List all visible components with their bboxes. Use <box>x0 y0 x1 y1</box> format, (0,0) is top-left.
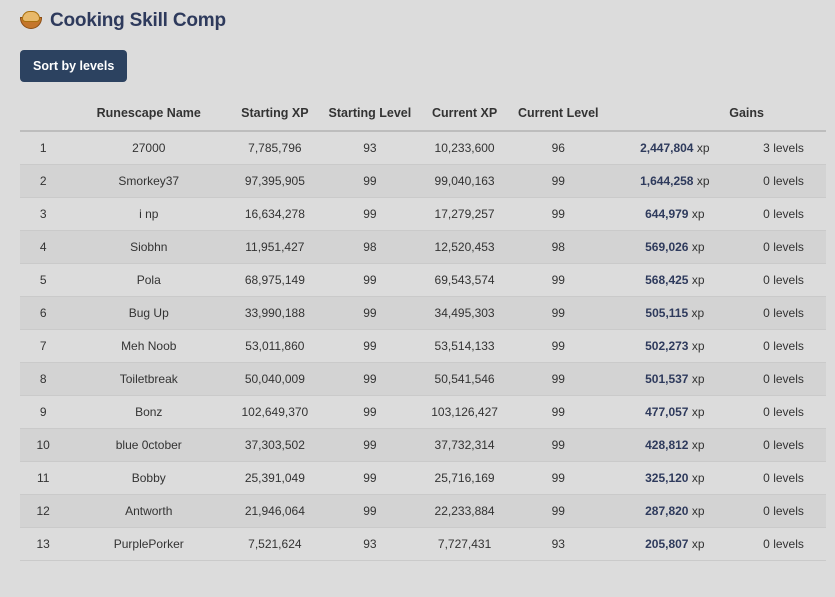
row-starting-xp: 97,395,905 <box>231 165 318 198</box>
row-gain-xp-value: 477,057 <box>645 405 689 419</box>
row-current-xp: 22,233,884 <box>421 495 508 528</box>
row-gain-xp-unit: xp <box>691 207 705 221</box>
row-gain-xp-unit: xp <box>691 471 705 485</box>
row-gain-xp <box>609 297 742 330</box>
row-current-xp: 7,727,431 <box>421 528 508 561</box>
row-gain-xp <box>609 231 742 264</box>
row-player-name: blue 0ctober <box>66 429 231 462</box>
row-current-level: 96 <box>508 131 609 165</box>
row-gain-xp-value: 644,979 <box>645 207 689 221</box>
row-gain-xp-value: 505,115 <box>645 306 689 320</box>
row-player-name: Meh Noob <box>66 330 231 363</box>
row-gain-xp-value: 502,273 <box>645 339 689 353</box>
column-header-current-xp[interactable]: Current XP <box>421 98 508 131</box>
table-row <box>20 396 826 429</box>
row-starting-level: 93 <box>319 131 422 165</box>
row-gain-levels-unit: levels <box>773 240 804 254</box>
row-gain-xp <box>609 528 742 561</box>
table-row <box>20 330 826 363</box>
row-starting-level: 93 <box>319 528 422 561</box>
row-gain-levels-value: 3 <box>763 141 770 155</box>
row-gain-xp-value: 205,807 <box>645 537 689 551</box>
table-row <box>20 495 826 528</box>
row-gain-levels <box>741 528 826 561</box>
row-starting-xp: 37,303,502 <box>231 429 318 462</box>
row-player-name: Siobhn <box>66 231 231 264</box>
column-header-rank[interactable] <box>20 98 66 131</box>
row-rank: 4 <box>20 231 66 264</box>
row-gain-xp-unit: xp <box>691 339 705 353</box>
row-gain-levels <box>741 330 826 363</box>
row-current-level: 99 <box>508 330 609 363</box>
row-gain-xp-unit: xp <box>691 240 705 254</box>
row-gain-levels-unit: levels <box>773 405 804 419</box>
row-current-xp: 53,514,133 <box>421 330 508 363</box>
row-gain-levels-unit: levels <box>773 438 804 452</box>
row-gain-levels-unit: levels <box>773 339 804 353</box>
row-gain-levels <box>741 264 826 297</box>
row-gain-levels-value: 0 <box>763 372 770 386</box>
row-player-name: i np <box>66 198 231 231</box>
row-gain-levels-unit: levels <box>773 273 804 287</box>
row-gain-xp-value: 325,120 <box>645 471 689 485</box>
row-player-name: Pola <box>66 264 231 297</box>
competition-table <box>20 98 826 561</box>
row-starting-level: 99 <box>319 396 422 429</box>
row-player-name: Smorkey37 <box>66 165 231 198</box>
row-starting-xp: 50,040,009 <box>231 363 318 396</box>
row-current-level: 99 <box>508 462 609 495</box>
column-header-starting-xp[interactable]: Starting XP <box>231 98 318 131</box>
row-rank: 13 <box>20 528 66 561</box>
table-header <box>20 98 826 131</box>
row-gain-levels-value: 0 <box>763 174 770 188</box>
table-row <box>20 462 826 495</box>
table-body <box>20 131 826 561</box>
table-row <box>20 363 826 396</box>
row-starting-xp: 53,011,860 <box>231 330 318 363</box>
column-header-gains[interactable]: Gains <box>609 98 826 131</box>
row-gain-levels-value: 0 <box>763 207 770 221</box>
row-current-level: 99 <box>508 396 609 429</box>
row-player-name: Antworth <box>66 495 231 528</box>
row-gain-levels-value: 0 <box>763 438 770 452</box>
row-starting-level: 99 <box>319 165 422 198</box>
table-row <box>20 198 826 231</box>
row-starting-level: 99 <box>319 264 422 297</box>
row-current-level: 93 <box>508 528 609 561</box>
row-starting-xp: 25,391,049 <box>231 462 318 495</box>
row-gain-xp-value: 569,026 <box>645 240 689 254</box>
row-gain-xp <box>609 330 742 363</box>
row-starting-xp: 21,946,064 <box>231 495 318 528</box>
row-rank: 9 <box>20 396 66 429</box>
table-row <box>20 429 826 462</box>
row-rank: 1 <box>20 131 66 165</box>
row-current-xp: 25,716,169 <box>421 462 508 495</box>
row-gain-xp-value: 287,820 <box>645 504 689 518</box>
table-header-row <box>20 98 826 131</box>
row-player-name: Bobby <box>66 462 231 495</box>
row-starting-xp: 102,649,370 <box>231 396 318 429</box>
row-gain-levels-unit: levels <box>773 141 804 155</box>
row-starting-level: 99 <box>319 363 422 396</box>
row-gain-levels <box>741 495 826 528</box>
row-gain-levels-value: 0 <box>763 504 770 518</box>
row-rank: 10 <box>20 429 66 462</box>
page-header <box>14 0 821 36</box>
row-gain-levels-unit: levels <box>773 537 804 551</box>
row-gain-levels <box>741 396 826 429</box>
row-starting-xp: 11,951,427 <box>231 231 318 264</box>
table-row <box>20 165 826 198</box>
column-header-runescape-name[interactable]: Runescape Name <box>66 98 231 131</box>
row-current-level: 99 <box>508 264 609 297</box>
row-starting-level: 98 <box>319 231 422 264</box>
row-gain-xp-unit: xp <box>691 273 705 287</box>
row-gain-levels-unit: levels <box>773 306 804 320</box>
row-gain-xp-value: 501,537 <box>645 372 689 386</box>
row-starting-level: 99 <box>319 330 422 363</box>
row-gain-xp <box>609 495 742 528</box>
row-gain-xp <box>609 363 742 396</box>
row-gain-levels <box>741 198 826 231</box>
row-current-xp: 37,732,314 <box>421 429 508 462</box>
row-gain-levels-unit: levels <box>773 372 804 386</box>
column-header-current-level[interactable]: Current Level <box>508 98 609 131</box>
row-starting-level: 99 <box>319 495 422 528</box>
row-current-xp: 50,541,546 <box>421 363 508 396</box>
row-current-level: 99 <box>508 429 609 462</box>
row-gain-xp-unit: xp <box>691 504 705 518</box>
table-row <box>20 264 826 297</box>
row-rank: 2 <box>20 165 66 198</box>
row-current-xp: 34,495,303 <box>421 297 508 330</box>
row-gain-xp-unit: xp <box>696 174 710 188</box>
row-gain-levels-value: 0 <box>763 240 770 254</box>
sort-by-levels-button[interactable]: Sort by levels <box>20 50 127 82</box>
row-gain-levels <box>741 131 826 165</box>
row-gain-xp <box>609 462 742 495</box>
row-starting-xp: 16,634,278 <box>231 198 318 231</box>
row-current-xp: 69,543,574 <box>421 264 508 297</box>
table-row <box>20 297 826 330</box>
row-gain-xp-unit: xp <box>696 141 710 155</box>
row-current-level: 99 <box>508 495 609 528</box>
row-gain-xp-unit: xp <box>691 306 705 320</box>
row-starting-xp: 68,975,149 <box>231 264 318 297</box>
row-gain-xp-value: 428,812 <box>645 438 689 452</box>
row-current-level: 99 <box>508 297 609 330</box>
row-gain-xp-unit: xp <box>691 372 705 386</box>
row-player-name: Toiletbreak <box>66 363 231 396</box>
row-gain-xp-unit: xp <box>691 537 705 551</box>
row-rank: 3 <box>20 198 66 231</box>
row-gain-levels-value: 0 <box>763 471 770 485</box>
row-starting-level: 99 <box>319 462 422 495</box>
row-rank: 11 <box>20 462 66 495</box>
row-current-xp: 103,126,427 <box>421 396 508 429</box>
row-gain-levels-value: 0 <box>763 339 770 353</box>
row-player-name: PurplePorker <box>66 528 231 561</box>
row-gain-levels-value: 0 <box>763 273 770 287</box>
row-current-level: 99 <box>508 363 609 396</box>
row-gain-levels <box>741 462 826 495</box>
row-gain-xp-value: 568,425 <box>645 273 689 287</box>
row-gain-xp <box>609 198 742 231</box>
table-row <box>20 131 826 165</box>
row-gain-levels-unit: levels <box>773 504 804 518</box>
row-current-level: 99 <box>508 165 609 198</box>
row-starting-level: 99 <box>319 198 422 231</box>
row-gain-xp <box>609 429 742 462</box>
row-rank: 8 <box>20 363 66 396</box>
row-gain-xp <box>609 264 742 297</box>
row-current-level: 99 <box>508 198 609 231</box>
row-gain-xp-value: 1,644,258 <box>640 174 694 188</box>
row-gain-levels-value: 0 <box>763 306 770 320</box>
table-row <box>20 231 826 264</box>
row-current-level: 98 <box>508 231 609 264</box>
row-rank: 7 <box>20 330 66 363</box>
row-starting-level: 99 <box>319 297 422 330</box>
table-row <box>20 528 826 561</box>
row-gain-levels <box>741 231 826 264</box>
column-header-starting-level[interactable]: Starting Level <box>319 98 422 131</box>
row-gain-xp <box>609 131 742 165</box>
row-player-name: 27000 <box>66 131 231 165</box>
row-starting-level: 99 <box>319 429 422 462</box>
row-player-name: Bug Up <box>66 297 231 330</box>
pie-icon <box>20 10 42 32</box>
row-current-xp: 10,233,600 <box>421 131 508 165</box>
row-rank: 6 <box>20 297 66 330</box>
row-gain-levels-unit: levels <box>773 207 804 221</box>
row-gain-levels <box>741 165 826 198</box>
row-gain-levels-unit: levels <box>773 174 804 188</box>
page-title: Cooking Skill Comp <box>50 10 226 31</box>
row-player-name: Bonz <box>66 396 231 429</box>
row-gain-levels <box>741 429 826 462</box>
row-starting-xp: 7,521,624 <box>231 528 318 561</box>
row-gain-levels <box>741 297 826 330</box>
row-current-xp: 12,520,453 <box>421 231 508 264</box>
row-starting-xp: 33,990,188 <box>231 297 318 330</box>
row-gain-levels-value: 0 <box>763 537 770 551</box>
row-gain-xp-unit: xp <box>691 405 705 419</box>
row-rank: 5 <box>20 264 66 297</box>
row-gain-xp <box>609 396 742 429</box>
row-gain-xp-value: 2,447,804 <box>640 141 694 155</box>
row-current-xp: 17,279,257 <box>421 198 508 231</box>
row-gain-levels-unit: levels <box>773 471 804 485</box>
row-current-xp: 99,040,163 <box>421 165 508 198</box>
row-gain-levels <box>741 363 826 396</box>
row-gain-levels-value: 0 <box>763 405 770 419</box>
row-starting-xp: 7,785,796 <box>231 131 318 165</box>
row-rank: 12 <box>20 495 66 528</box>
row-gain-xp <box>609 165 742 198</box>
row-gain-xp-unit: xp <box>691 438 705 452</box>
